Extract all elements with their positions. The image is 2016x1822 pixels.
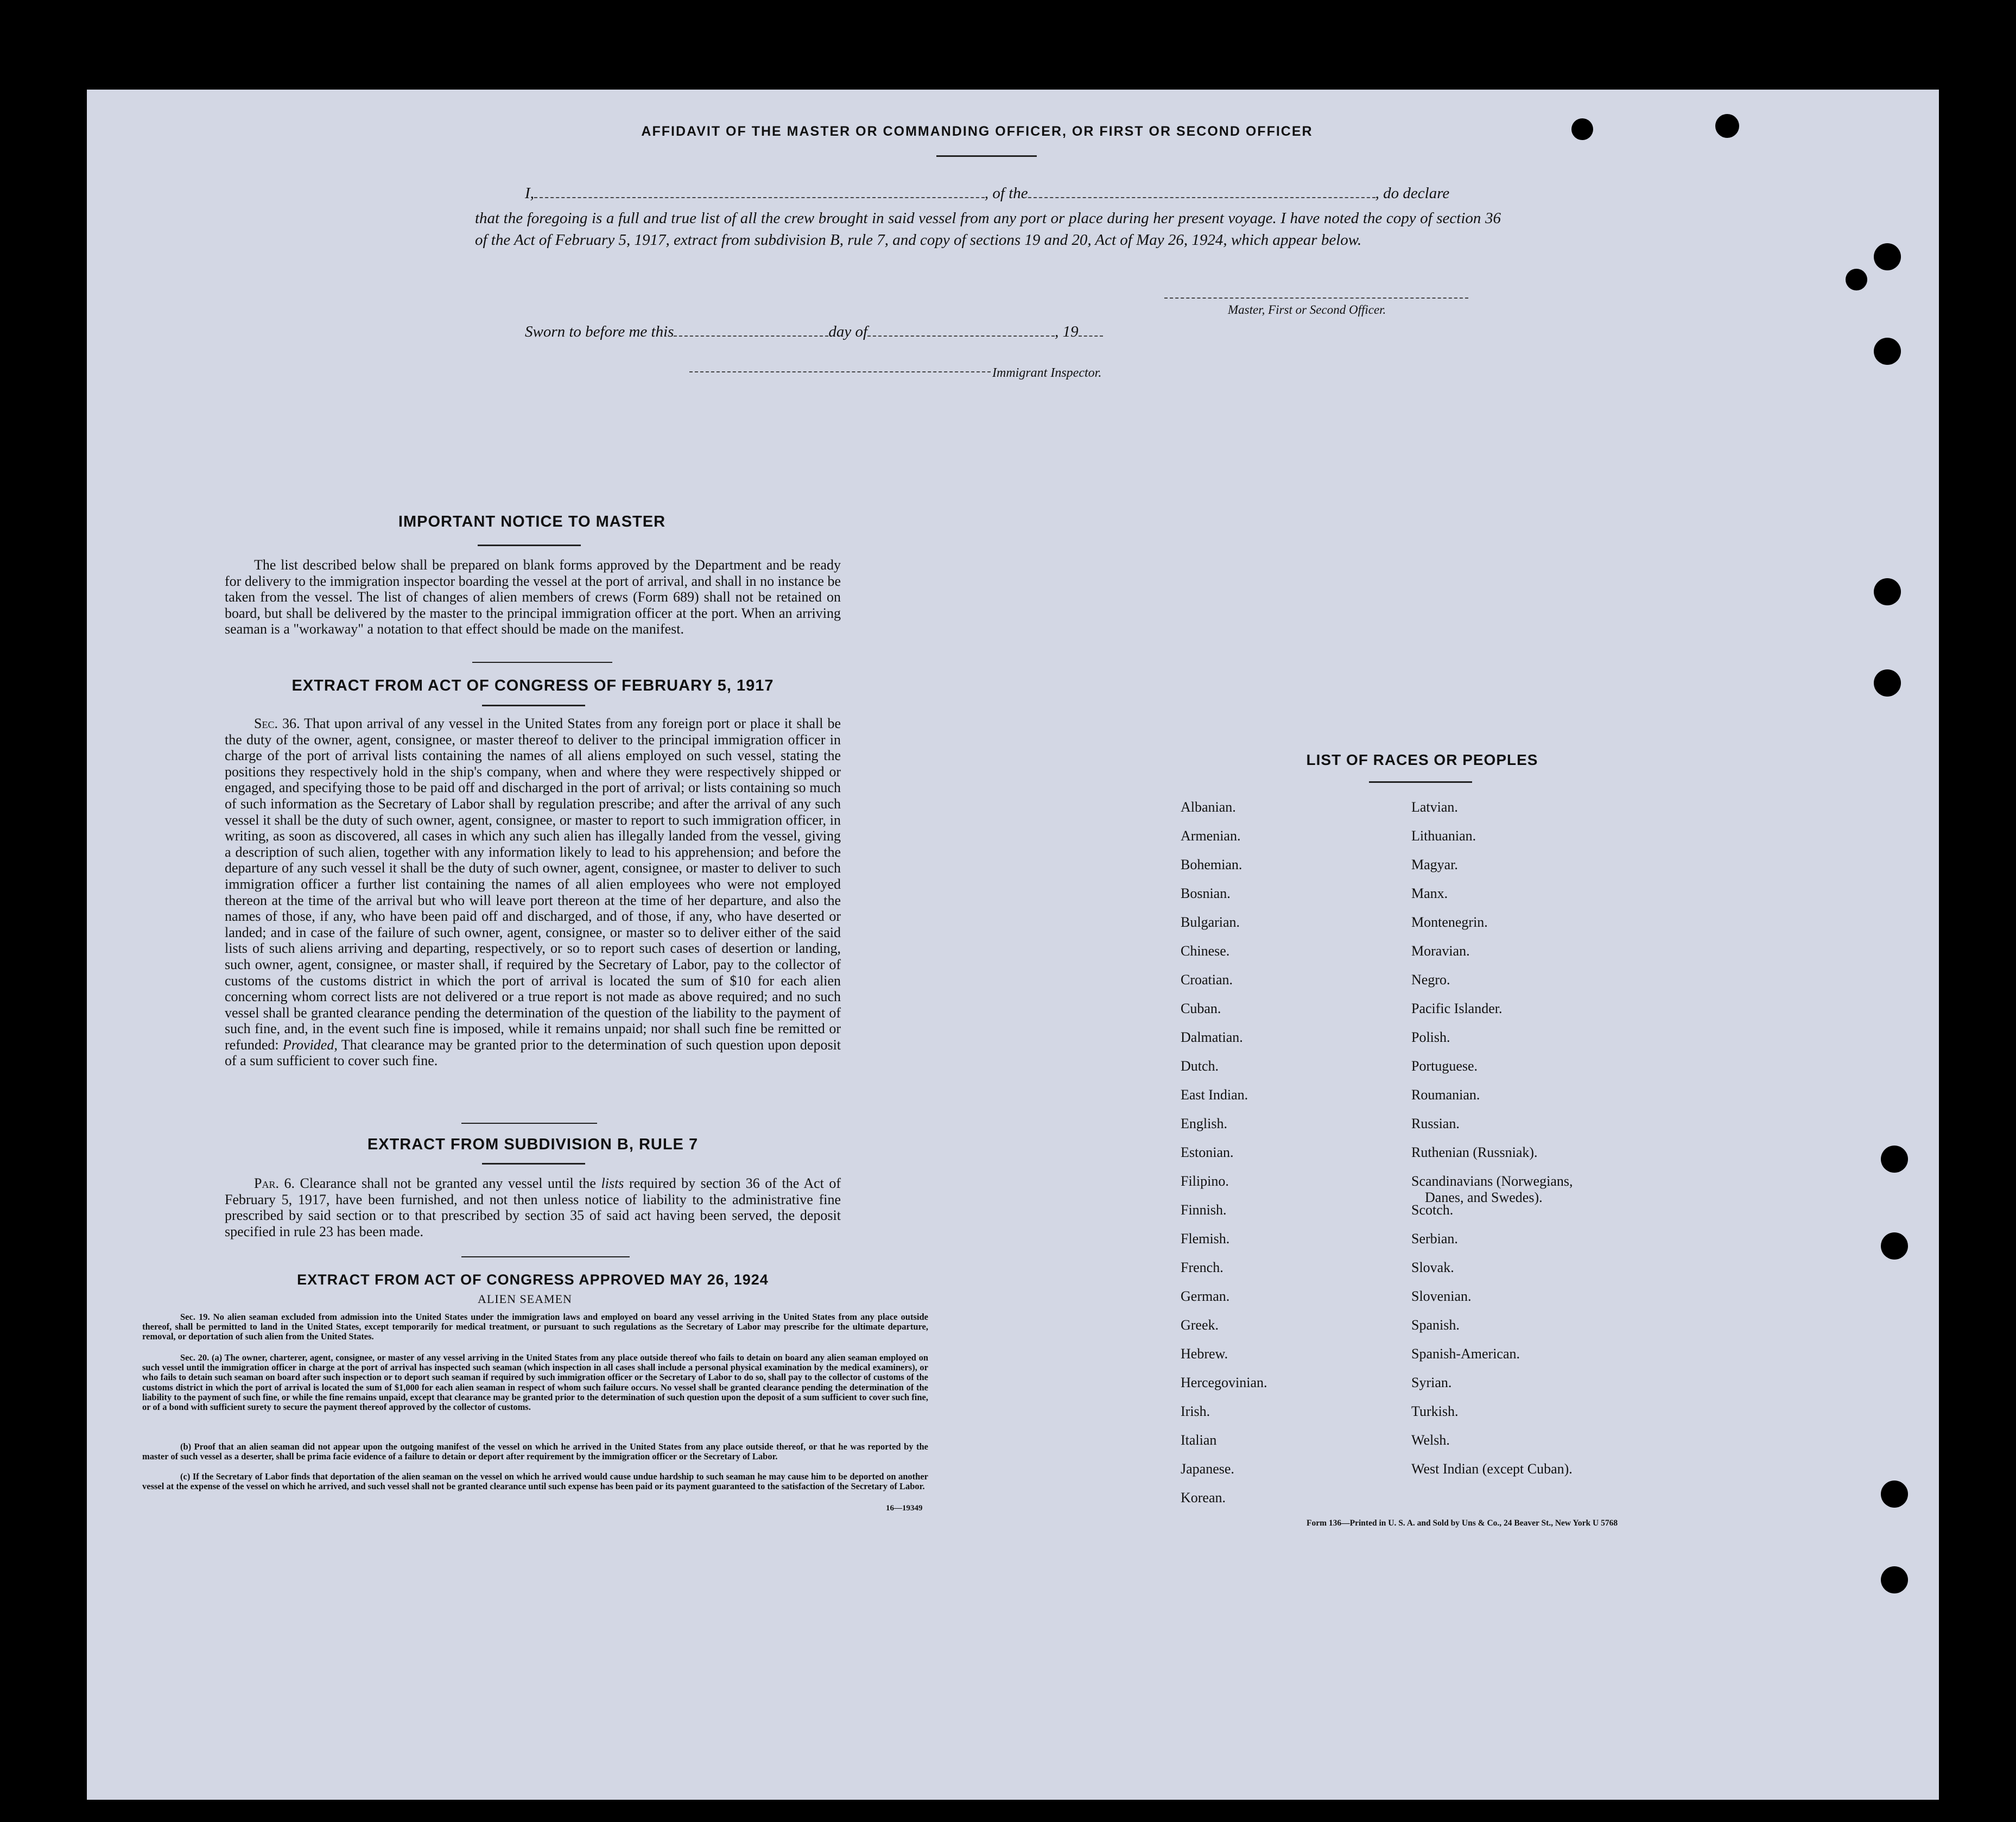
race-item: Armenian. — [1181, 828, 1241, 844]
i-label: I, — [525, 185, 534, 202]
rule-7-rule — [482, 1163, 585, 1165]
race-item: Italian — [1181, 1432, 1217, 1448]
race-item: Spanish. — [1411, 1317, 1460, 1333]
race-item: Irish. — [1181, 1403, 1210, 1419]
race-item: Bosnian. — [1181, 885, 1231, 901]
race-item: Portuguese. — [1411, 1058, 1478, 1074]
extract-1917-body — [225, 716, 841, 1069]
vessel-field[interactable] — [1028, 197, 1375, 198]
rule-7-title: EXTRACT FROM SUBDIVISION B, RULE 7 — [367, 1136, 699, 1153]
form-code: 16—19349 — [886, 1504, 923, 1513]
rule-7-text-b: required by section 36 of the Act of February 5, 1917, have been furnished, and not then unless notice of liability to the administrative fine prescribed by said section or to that prescribed by section 35 of said act having been served, the deposit specified in rule 23 has been made. — [225, 1175, 841, 1239]
punch-hole — [1881, 1232, 1908, 1260]
sec-19-text: Sec. 19. No alien seaman excluded from admission into the United States under the immigration laws and employed on board any vessel arriving in the United States from any place outside thereof, shall be permitted to land in the United States, except temporarily for medical treatment, or pursuant to such regulations as the Secretary of Labor may prescribe for the ultimate departure, removal, or deportation of such alien from the United States. — [142, 1312, 928, 1342]
affidavit-body: that the foregoing is a full and true list of all the crew brought in said vessel from any port or place during her present voyage. I have noted the copy of section 36 of the Act of February 5, 1917, extract from subdivision B, rule 7, and copy of sections 19 and 20, Act of May 26, 1924, which appear below. — [475, 210, 1501, 249]
races-title: LIST OF RACES OR PEOPLES — [1306, 751, 1538, 768]
notice-title: IMPORTANT NOTICE TO MASTER — [398, 513, 666, 530]
name-field[interactable] — [534, 197, 985, 198]
race-item: Latvian. — [1411, 799, 1458, 815]
race-item: Chinese. — [1181, 943, 1230, 959]
race-item: Serbian. — [1411, 1231, 1458, 1247]
master-signature-line[interactable] — [1164, 298, 1468, 299]
race-item: Slovenian. — [1411, 1288, 1472, 1304]
month-field[interactable] — [867, 336, 1055, 337]
punch-hole — [1715, 114, 1739, 138]
race-item: Manx. — [1411, 885, 1448, 901]
race-item: Greek. — [1181, 1317, 1219, 1333]
punch-hole — [1846, 269, 1867, 290]
do-declare-label: , do declare — [1375, 185, 1450, 202]
year-field[interactable] — [1079, 336, 1103, 337]
punch-hole — [1881, 1146, 1908, 1173]
race-item: Roumanian. — [1411, 1087, 1480, 1103]
race-item: Welsh. — [1411, 1432, 1450, 1448]
notice-body: The list described below shall be prepared on blank forms approved by the Department and be ready for delivery to the immigration inspector boarding the vessel at the port of arrival, and shall in no instance be taken from the vessel. The list of changes of alien members of crews (Form 689) shall not be retained on board, but shall be delivered by the master to the principal immigration officer at the port. When an arriving seaman is a "workaway" a notation to that effect should be made on the manifest. — [225, 557, 841, 637]
race-item: English. — [1181, 1116, 1227, 1131]
punch-hole — [1874, 669, 1901, 697]
affidavit-line-1 — [525, 185, 1449, 203]
race-item: Russian. — [1411, 1116, 1460, 1131]
race-item: Cuban. — [1181, 1001, 1221, 1016]
sec-20b-text: (b) Proof that an alien seaman did not appear upon the outgoing manifest of the vessel on which he arrived in the United States from any place outside thereof, or that he was reported by the master of such vessel as a deserter, shall be prima facie evidence of a failure to detain or deport after requirement by the immigration officer or the Secretary of Labor. — [142, 1441, 928, 1462]
race-item: Negro. — [1411, 972, 1450, 988]
lists-word: lists — [601, 1175, 624, 1191]
race-item: Hebrew. — [1181, 1346, 1228, 1362]
race-item: East Indian. — [1181, 1087, 1248, 1103]
sec-20c-text: (c) If the Secretary of Labor finds that deportation of the alien seaman on the vessel on which he arrived would cause undue hardship to such seaman he may cause him to be deported on another vessel at the expense of the vessel on which he arrived, and such vessel shall not be granted clearance until such expense has been paid or its payment guaranteed to the satisfaction of the Secretary of Labor. — [142, 1471, 928, 1492]
race-item: West Indian (except Cuban). — [1411, 1461, 1573, 1477]
punch-hole — [1571, 118, 1593, 140]
sec-36-end: That clearance may be granted prior to the determination of such question upon deposit of a sum sufficient to cover such fine. — [225, 1036, 841, 1069]
sec-36-text: That upon arrival of any vessel in the United States from any foreign port or place it shall be the duty of the owner, agent, consignee, or master thereof to deliver to the principal immigration officer in charge of the port of arrival lists containing the names of all aliens employed on such vessel, stating the positions they respectively hold in the ship's company, when and where they were respectively shipped or engaged, and specifying those to be paid off and discharged in the port of arrival; or lists containing so much of such information as the Secretary of Labor shall by regulation prescribe; and after the arrival of any such vessel it shall be the duty of such owner, agent, consignee, or master to report to such immigration officer, in writing, as soon as discovered, all cases in which any such alien has illegally landed from the vessel, giving a description of such alien, together with any information likely to lead to his apprehension; and before the departure of any such vessel it shall be the duty of such owner, agent, consignee, or master to deliver to such immigration officer a further list containing the names of all alien employees who were not employed thereon at the time of the arrival but who will leave port thereon at the time of her departure, and also the names of those, if any, who have been paid off and discharged, and of those, if any, who have deserted or landed; and in case of the failure of such owner, agent, consignee, or master so to deliver either of the said lists of such aliens arriving and departing, respectively, or so to report such cases of desertion or landing, such owner, agent, consignee, or master shall, if required by the Secretary of Labor, pay to the collector of customs of the customs district in which the port of arrival is located the sum of $10 for each alien concerning whom correct lists are not delivered or a true report is not made as above required; and no such vessel shall be granted clearance pending the determination of the question of the liability to the payment of such fine, and, in the event such fine is imposed, while it remains unpaid; nor shall such fine be remitted or refunded: — [225, 716, 841, 1053]
race-item: Bohemian. — [1181, 857, 1242, 872]
rule-7-text-a: Clearance shall not be granted any vessel until the — [300, 1175, 596, 1191]
race-item: Pacific Islander. — [1411, 1001, 1503, 1016]
race-item: Montenegrin. — [1411, 914, 1488, 930]
race-item: German. — [1181, 1288, 1230, 1304]
race-item: Croatian. — [1181, 972, 1233, 988]
race-item: Danes, and Swedes). — [1425, 1190, 1543, 1205]
race-item: Ruthenian (Russniak). — [1411, 1144, 1538, 1160]
sworn-line — [525, 323, 1103, 341]
punch-hole — [1874, 243, 1901, 270]
race-item: Hercegovinian. — [1181, 1375, 1267, 1390]
race-item: Flemish. — [1181, 1231, 1230, 1247]
race-item: Syrian. — [1411, 1375, 1452, 1390]
race-item: French. — [1181, 1260, 1223, 1275]
master-sig-label: Master, First or Second Officer. — [1228, 303, 1386, 317]
form-footer: Form 136—Printed in U. S. A. and Sold by Uns & Co., 24 Beaver St., New York U 5768 — [1307, 1519, 1618, 1528]
rule-7-end-rule — [461, 1256, 630, 1257]
provided-word: Provided, — [283, 1036, 338, 1053]
notice-rule — [478, 545, 581, 546]
race-item: Scotch. — [1411, 1202, 1454, 1218]
race-item: Scandinavians (Norwegians, — [1411, 1173, 1573, 1189]
race-item: Lithuanian. — [1411, 828, 1476, 844]
day-field[interactable] — [674, 336, 828, 337]
par-6-label: Par. 6. — [254, 1175, 295, 1191]
extract-1917-title: EXTRACT FROM ACT OF CONGRESS OF FEBRUARY 5, 1917 — [291, 677, 774, 694]
race-item: Korean. — [1181, 1490, 1226, 1505]
race-item: Moravian. — [1411, 943, 1470, 959]
race-item: Spanish-American. — [1411, 1346, 1520, 1362]
sec-20a-text: Sec. 20. (a) The owner, charterer, agent, consignee, or master of any vessel arriving in the United States from any place outside thereof who fails to detain on board any alien seaman employed on such vessel until the immigration officer in charge at the port of arrival has inspected such seaman (which inspection in all cases shall include a personal physical examination by the medical examiners), or who fails to detain such seaman on board after such inspection or to deport such seaman if required by such immigration officer or the Secretary of Labor to do so, shall pay to the collector of customs of the customs district in which the port of arrival is located the sum of $1,000 for each alien seaman in respect of whom such failure occurs. No vessel shall be granted clearance pending the determination of the liability to the payment of such fine, or while the fine remains unpaid, except that clearance may be granted prior to the determination of such question upon the deposit of a sum sufficient to cover such fine, or of a bond with sufficient surety to secure the payment thereof approved by the collector of customs. — [142, 1352, 928, 1413]
race-item: Albanian. — [1181, 799, 1236, 815]
race-item: Slovak. — [1411, 1260, 1454, 1275]
title-rule — [936, 155, 1037, 157]
extract-1917-rule — [482, 705, 585, 706]
punch-hole — [1881, 1566, 1908, 1593]
sworn-label: Sworn to before me this — [525, 323, 674, 340]
year-label: , 19 — [1055, 323, 1079, 340]
notice-end-rule — [472, 662, 612, 663]
race-item: Turkish. — [1411, 1403, 1459, 1419]
race-item: Estonian. — [1181, 1144, 1234, 1160]
alien-seamen-subtitle: ALIEN SEAMEN — [478, 1292, 572, 1306]
race-item: Bulgarian. — [1181, 914, 1240, 930]
of-the-label: , of the — [984, 185, 1028, 202]
day-of-label: day of — [828, 323, 868, 340]
extract-1924-title: EXTRACT FROM ACT OF CONGRESS APPROVED MAY 26, 1924 — [297, 1271, 769, 1288]
punch-hole — [1881, 1481, 1908, 1508]
races-rule — [1369, 781, 1472, 783]
race-item: Polish. — [1411, 1029, 1450, 1045]
extract-1917-end-rule — [461, 1123, 597, 1124]
inspector-label: Immigrant Inspector. — [992, 366, 1102, 380]
punch-hole — [1874, 338, 1901, 365]
inspector-signature-line[interactable] — [689, 371, 991, 372]
race-item: Dutch. — [1181, 1058, 1219, 1074]
race-item: Magyar. — [1411, 857, 1458, 872]
sec-36-label: Sec. 36. — [254, 716, 300, 731]
race-item: Japanese. — [1181, 1461, 1234, 1477]
affidavit-title: AFFIDAVIT OF THE MASTER OR COMMANDING OFFICER, OR FIRST OR SECOND OFFICER — [641, 124, 1313, 139]
race-item: Filipino. — [1181, 1173, 1229, 1189]
race-item: Dalmatian. — [1181, 1029, 1243, 1045]
race-item: Finnish. — [1181, 1202, 1227, 1218]
punch-hole — [1874, 578, 1901, 605]
rule-7-body — [225, 1175, 841, 1239]
